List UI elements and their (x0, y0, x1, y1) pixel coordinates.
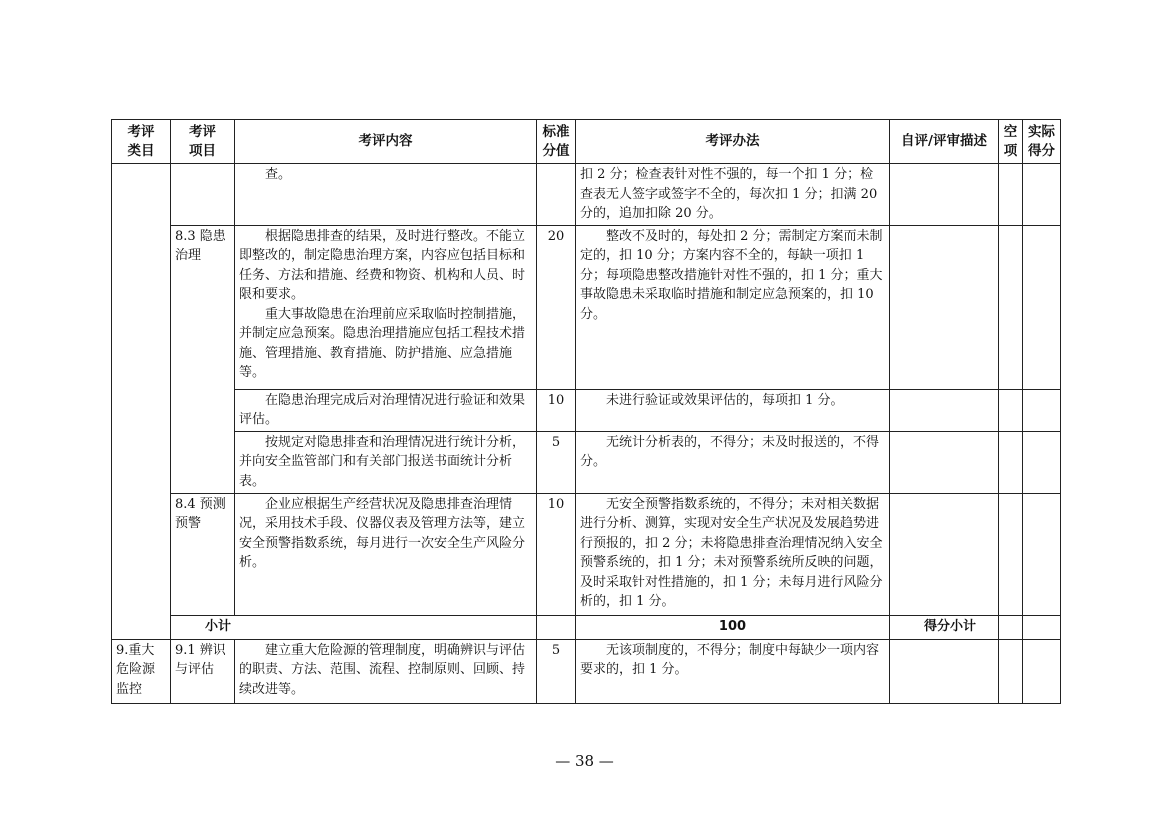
score-cell: 10 (537, 493, 576, 615)
score-cell: 20 (537, 225, 576, 389)
blank-cell (1023, 615, 1061, 639)
actual-score-cell (1023, 431, 1061, 493)
item-cell-9-1: 9.1 辨识与评估 (171, 639, 235, 703)
content-cell: 按规定对隐患排查和治理情况进行统计分析，并向安全监管部门和有关部门报送书面统计分析表。 (235, 431, 537, 493)
header-method: 考评办法 (576, 120, 890, 164)
self-review-cell (890, 164, 999, 226)
subtotal-content-cell (537, 615, 576, 639)
self-review-cell (890, 225, 999, 389)
header-self-review: 自评/评审描述 (890, 120, 999, 164)
table-row (112, 164, 1061, 226)
blank-cell (999, 639, 1023, 703)
item-cell-8-3: 8.3 隐患治理 (171, 225, 235, 493)
evaluation-table (111, 119, 1061, 704)
content-paragraph: 根据隐患排查的结果，及时进行整改。不能立即整改的，制定隐患治理方案，内容应包括目标和任务、方法和措施、经费和物资、机构和人员、时限和要求。 (239, 228, 526, 302)
method-cell: 无安全预警指数系统的，不得分；未对相关数据进行分析、测算，实现对安全生产状况及发展趋势进行预报的，扣 2 分；未将隐患排查治理情况纳入安全预警系统的，扣 1 分；未对预警系统所反映的问题，及时采取针对性措施的，扣 1 分；未每月进行风险分析的，扣 1 分。 (576, 493, 890, 615)
table-row (112, 493, 1061, 615)
blank-cell (999, 493, 1023, 615)
subtotal-score: 100 (576, 615, 890, 639)
blank-cell (999, 164, 1023, 226)
header-blank: 空 项 (999, 120, 1023, 164)
self-review-cell (890, 493, 999, 615)
content-cell: 建立重大危险源的管理制度，明确辨识与评估的职责、方法、范围、流程、控制原则、回顾、持续改进等。 (235, 639, 537, 703)
header-standard-score: 标准 分值 (537, 120, 576, 164)
item-cell (171, 164, 235, 226)
self-review-cell (999, 615, 1023, 639)
table-row (112, 431, 1061, 493)
content-paragraph: 重大事故隐患在治理前应采取临时控制措施，并制定应急预案。隐患治理措施应包括工程技术措施、管理措施、教育措施、防护措施、应急措施等。 (239, 306, 526, 380)
header-item: 考评 项目 (171, 120, 235, 164)
actual-score-cell (1023, 639, 1061, 703)
subtotal-label: 小计 (171, 615, 537, 639)
category-cell-9: 9.重大危险源监控 (112, 639, 171, 703)
actual-score-cell (1023, 164, 1061, 226)
table-row (112, 225, 1061, 389)
score-cell (537, 164, 576, 226)
method-cell: 无统计分析表的，不得分；未及时报送的，不得分。 (576, 431, 890, 493)
self-review-cell (890, 431, 999, 493)
table-row (112, 389, 1061, 431)
blank-cell (999, 431, 1023, 493)
header-content: 考评内容 (235, 120, 537, 164)
content-cell: 企业应根据生产经营状况及隐患排查治理情况，采用技术手段、仪器仪表及管理方法等，建立安全预警指数系统，每月进行一次安全生产风险分析。 (235, 493, 537, 615)
content-cell (235, 225, 537, 389)
self-review-cell (890, 639, 999, 703)
header-actual-score: 实际 得分 (1023, 120, 1061, 164)
method-cell: 整改不及时的，每处扣 2 分；需制定方案而未制定的，扣 10 分；方案内容不全的，每缺一项扣 1 分；每项隐患整改措施针对性不强的，扣 1 分；重大事故隐患未采取临时措施和制定应急预案的，扣 10 分。 (576, 225, 890, 389)
score-cell: 5 (537, 431, 576, 493)
blank-cell (999, 225, 1023, 389)
item-cell-8-4: 8.4 预测预警 (171, 493, 235, 615)
blank-cell (999, 389, 1023, 431)
content-cell: 在隐患治理完成后对治理情况进行验证和效果评估。 (235, 389, 537, 431)
content-cell: 查。 (235, 164, 537, 226)
subtotal-method-label: 得分小计 (890, 615, 999, 639)
score-cell: 5 (537, 639, 576, 703)
actual-score-cell (1023, 493, 1061, 615)
header-category: 考评 类目 (112, 120, 171, 164)
table-row (112, 639, 1061, 703)
actual-score-cell (1023, 225, 1061, 389)
score-cell: 10 (537, 389, 576, 431)
method-cell: 无该项制度的，不得分；制度中每缺少一项内容要求的，扣 1 分。 (576, 639, 890, 703)
actual-score-cell (1023, 389, 1061, 431)
self-review-cell (890, 389, 999, 431)
method-cell: 未进行验证或效果评估的，每项扣 1 分。 (576, 389, 890, 431)
page-number: — 38 — (555, 752, 614, 770)
category-cell (112, 164, 171, 640)
header-row (112, 120, 1061, 164)
subtotal-row (112, 615, 1061, 639)
method-cell: 扣 2 分；检查表针对性不强的，每一个扣 1 分；检查表无人签字或签字不全的，每次扣 1 分；扣满 20 分的，追加扣除 20 分。 (576, 164, 890, 226)
